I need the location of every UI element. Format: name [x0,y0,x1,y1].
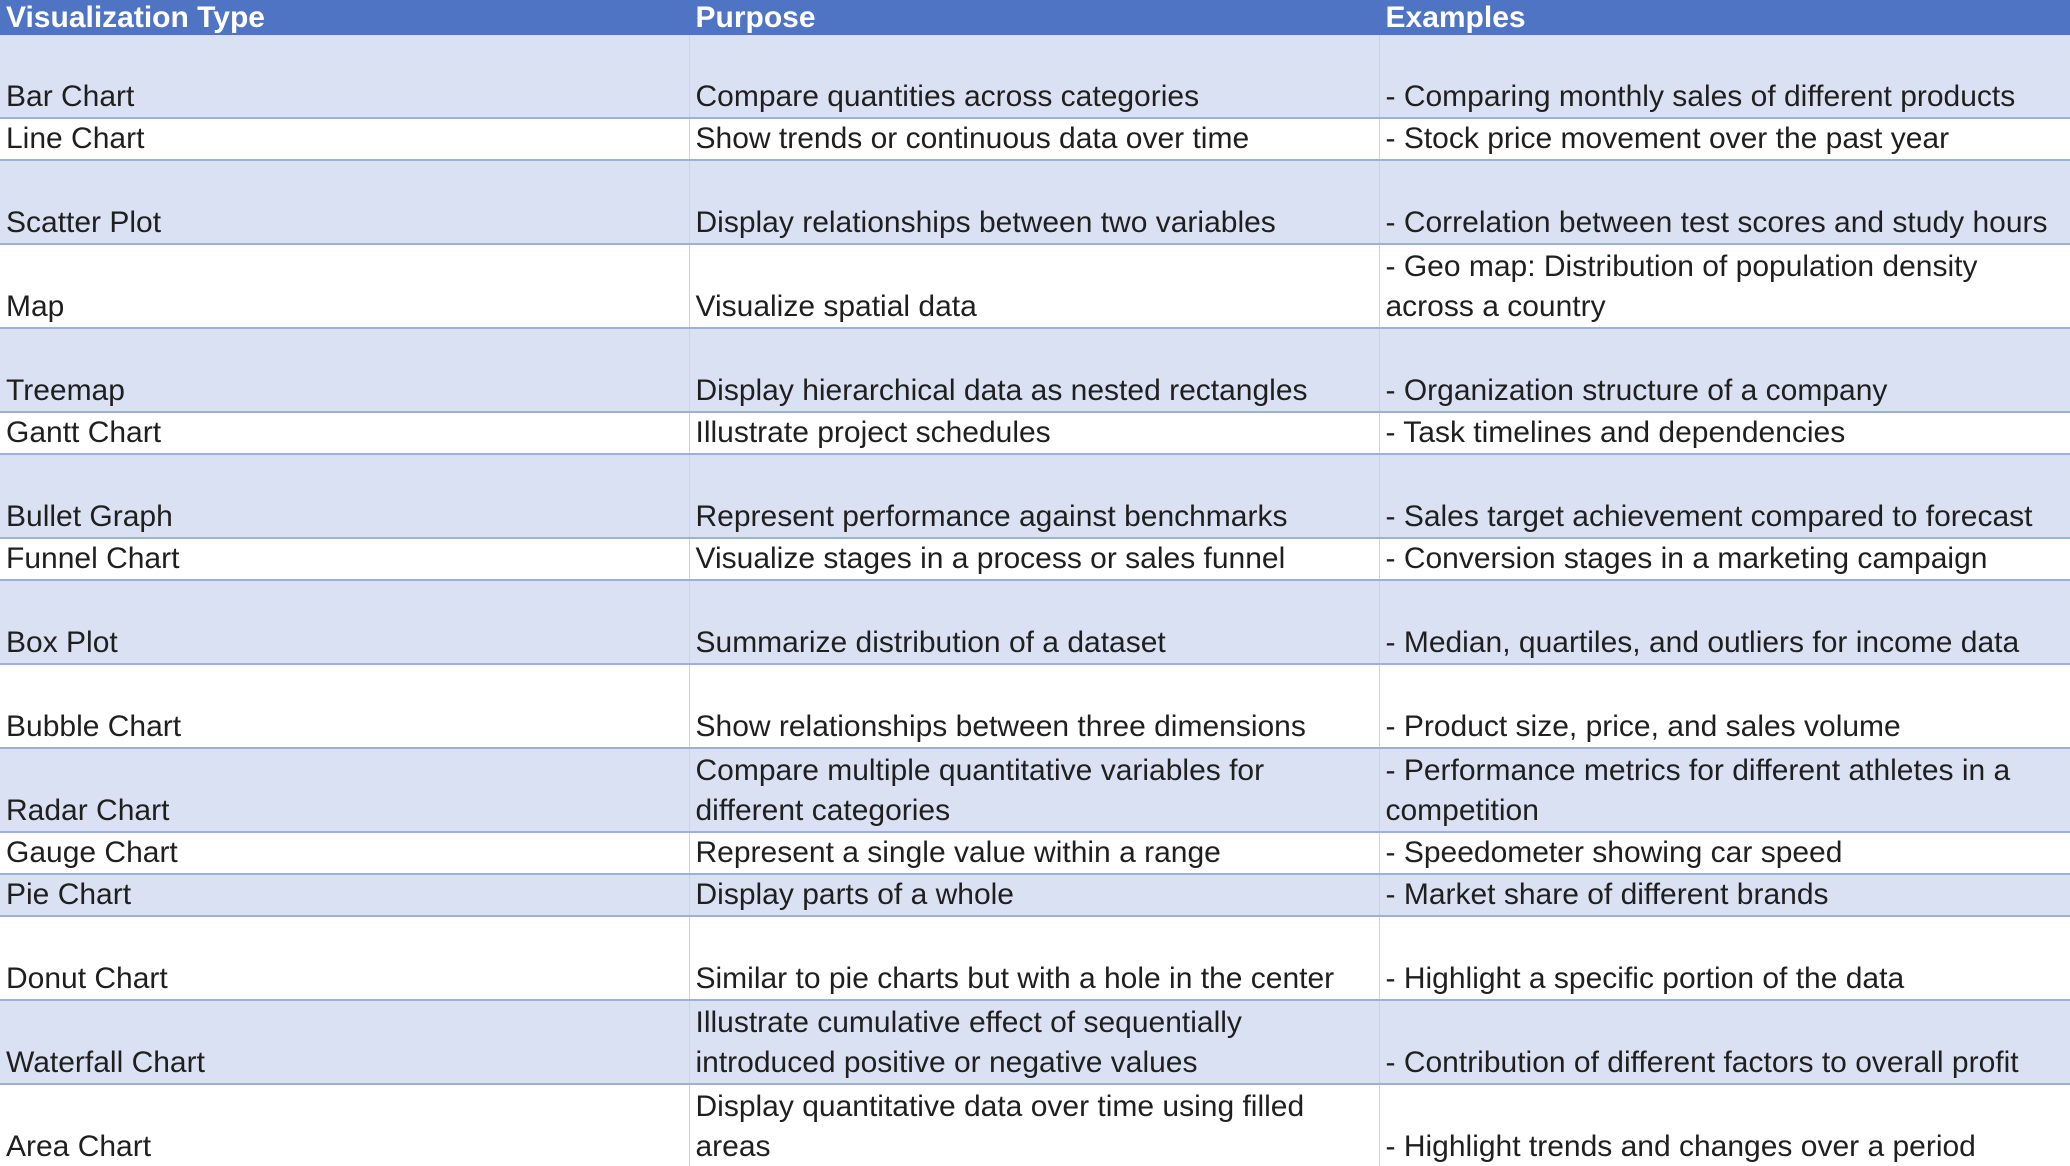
cell-examples[interactable]: - Market share of different brands [1379,874,2070,916]
table-row [0,580,2070,664]
cell-purpose[interactable]: Visualize spatial data [689,244,1379,328]
cell-visualization-type[interactable]: Bar Chart [0,35,689,118]
table-row [0,832,2070,874]
cell-examples[interactable]: - Median, quartiles, and outliers for income data [1379,580,2070,664]
cell-purpose[interactable]: Illustrate cumulative effect of sequentially introduced positive or negative values [689,1000,1379,1084]
cell-examples[interactable]: - Correlation between test scores and study hours [1379,160,2070,244]
cell-purpose[interactable]: Compare multiple quantitative variables for different categories [689,748,1379,832]
cell-examples[interactable]: - Stock price movement over the past year [1379,118,2070,160]
header-cell-visualization-type[interactable]: Visualization Type [0,0,689,35]
cell-examples[interactable]: - Geo map: Distribution of population density across a country [1379,244,2070,328]
table-row [0,35,2070,118]
cell-visualization-type[interactable]: Gantt Chart [0,412,689,454]
cell-purpose[interactable]: Display hierarchical data as nested rectangles [689,328,1379,412]
cell-examples[interactable]: - Comparing monthly sales of different products [1379,35,2070,118]
cell-purpose[interactable]: Compare quantities across categories [689,35,1379,118]
cell-examples[interactable]: - Conversion stages in a marketing campaign [1379,538,2070,580]
cell-visualization-type[interactable]: Bullet Graph [0,454,689,538]
cell-examples[interactable]: - Task timelines and dependencies [1379,412,2070,454]
cell-examples[interactable]: - Product size, price, and sales volume [1379,664,2070,748]
cell-visualization-type[interactable]: Box Plot [0,580,689,664]
table-row [0,874,2070,916]
cell-visualization-type[interactable]: Pie Chart [0,874,689,916]
table-row [0,328,2070,412]
cell-examples[interactable]: - Contribution of different factors to overall profit [1379,1000,2070,1084]
cell-visualization-type[interactable]: Scatter Plot [0,160,689,244]
table-row [0,748,2070,832]
cell-examples[interactable]: - Highlight a specific portion of the data [1379,916,2070,1000]
cell-visualization-type[interactable]: Gauge Chart [0,832,689,874]
cell-purpose[interactable]: Represent a single value within a range [689,832,1379,874]
cell-purpose[interactable]: Display parts of a whole [689,874,1379,916]
cell-examples[interactable]: - Speedometer showing car speed [1379,832,2070,874]
cell-purpose[interactable]: Show trends or continuous data over time [689,118,1379,160]
cell-examples[interactable]: - Sales target achievement compared to forecast [1379,454,2070,538]
cell-visualization-type[interactable]: Radar Chart [0,748,689,832]
cell-visualization-type[interactable]: Funnel Chart [0,538,689,580]
table-row [0,160,2070,244]
cell-examples[interactable]: - Performance metrics for different athletes in a competition [1379,748,2070,832]
cell-visualization-type[interactable]: Line Chart [0,118,689,160]
cell-purpose[interactable]: Illustrate project schedules [689,412,1379,454]
cell-visualization-type[interactable]: Bubble Chart [0,664,689,748]
header-cell-purpose[interactable]: Purpose [689,0,1379,35]
cell-visualization-type[interactable]: Donut Chart [0,916,689,1000]
header-cell-examples[interactable]: Examples [1379,0,2070,35]
table-row [0,1000,2070,1084]
table-row [0,538,2070,580]
cell-visualization-type[interactable]: Waterfall Chart [0,1000,689,1084]
cell-purpose[interactable]: Similar to pie charts but with a hole in the center [689,916,1379,1000]
table-row [0,118,2070,160]
cell-visualization-type[interactable]: Treemap [0,328,689,412]
table-row [0,244,2070,328]
cell-examples[interactable]: - Organization structure of a company [1379,328,2070,412]
cell-purpose[interactable]: Display relationships between two variables [689,160,1379,244]
cell-purpose[interactable]: Represent performance against benchmarks [689,454,1379,538]
cell-purpose[interactable]: Display quantitative data over time using filled areas [689,1084,1379,1166]
cell-visualization-type[interactable]: Map [0,244,689,328]
table-row [0,664,2070,748]
table-row [0,916,2070,1000]
table-row [0,1084,2070,1166]
cell-purpose[interactable]: Show relationships between three dimensions [689,664,1379,748]
table-row [0,412,2070,454]
cell-visualization-type[interactable]: Area Chart [0,1084,689,1166]
cell-purpose[interactable]: Summarize distribution of a dataset [689,580,1379,664]
cell-examples[interactable]: - Highlight trends and changes over a period [1379,1084,2070,1166]
header-row [0,0,2070,35]
cell-purpose[interactable]: Visualize stages in a process or sales funnel [689,538,1379,580]
table-row [0,454,2070,538]
